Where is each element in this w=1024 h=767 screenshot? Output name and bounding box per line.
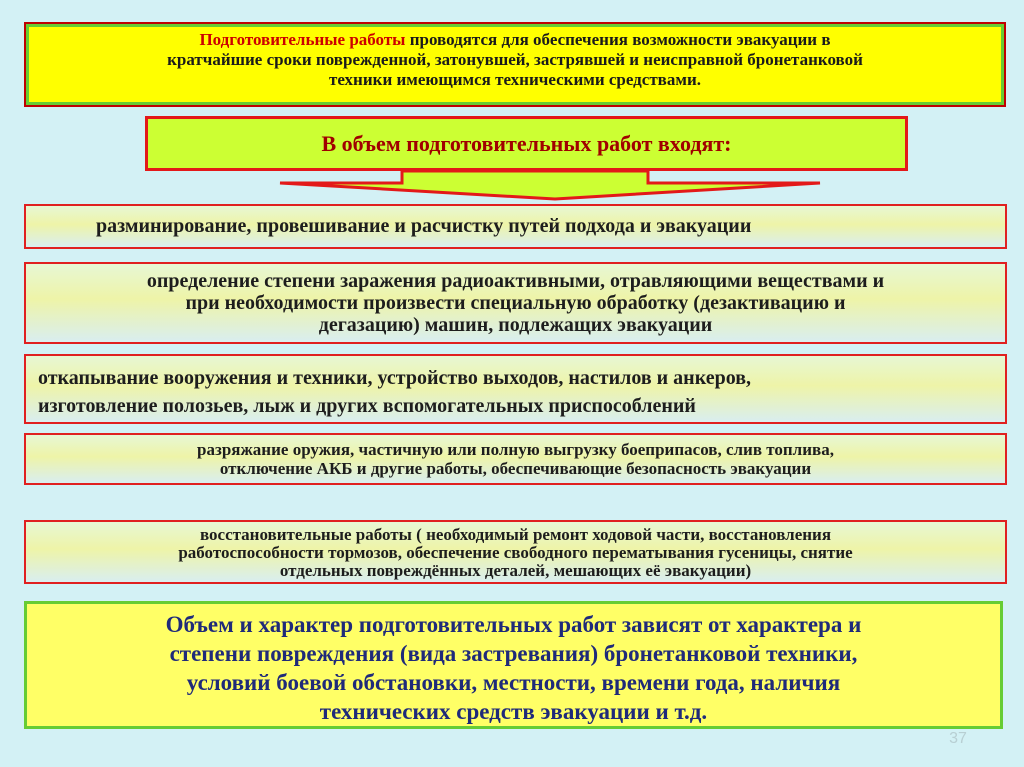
- list-item-line: при необходимости произвести специальную обработку (дезактивацию и: [185, 292, 846, 314]
- list-item-line: отдельных повреждённых деталей, мешающих её эвакуации): [279, 561, 752, 580]
- list-item-text: разминирование, провешивание и расчистку путей подхода и эвакуации: [96, 215, 752, 237]
- page-number: 37: [949, 730, 967, 747]
- conclusion-line: условий боевой обстановки, местности, времени года, наличия: [186, 670, 841, 695]
- intro-line-1: [40, 30, 990, 50]
- intro-text-box: [24, 22, 1006, 107]
- conclusion-line: Объем и характер подготовительных работ зависят от характера и: [165, 612, 862, 637]
- conclusion-box: [24, 601, 1003, 729]
- list-item-line: отключение АКБ и другие работы, обеспечивающие безопасность эвакуации: [219, 459, 812, 478]
- list-item-line: восстановительные работы ( необходимый ремонт ходовой части, восстановления: [199, 525, 832, 544]
- list-item: [24, 354, 1007, 424]
- list-item-line: определение степени заражения радиоактивными, отравляющими веществами и: [146, 270, 885, 292]
- list-item-line: изготовление полозьев, лыж и других вспомогательных приспособлений: [38, 395, 696, 417]
- list-item-line: работоспособности тормозов, обеспечение свободного перематывания гусеницы, снятие: [178, 543, 853, 562]
- intro-line-2: кратчайшие сроки поврежденной, затонувшей, застрявшей и неисправной бронетанковой: [167, 50, 863, 69]
- intro-line-1-rest: проводятся для обеспечения возможности эвакуации в: [405, 30, 831, 49]
- conclusion-line: степени повреждения (вида застревания) бронетанковой техники,: [169, 641, 858, 666]
- intro-highlight: Подготовительные работы: [199, 30, 406, 49]
- conclusion-line: технических средств эвакуации и т.д.: [319, 699, 708, 724]
- list-item-line: дегазацию) машин, подлежащих эвакуации: [318, 314, 713, 336]
- section-heading-text: В объем подготовительных работ входят:: [321, 130, 732, 156]
- down-arrow-icon: [270, 163, 830, 205]
- list-item: [24, 262, 1007, 344]
- list-item-line: разряжание оружия, частичную или полную выгрузку боеприпасов, слив топлива,: [197, 440, 834, 459]
- list-item: [24, 204, 1007, 249]
- list-item: [24, 520, 1007, 584]
- intro-line-3: техники имеющимся техническими средствами.: [329, 70, 701, 89]
- list-item: [24, 433, 1007, 485]
- list-item-line: откапывание вооружения и техники, устройство выходов, настилов и анкеров,: [38, 367, 752, 389]
